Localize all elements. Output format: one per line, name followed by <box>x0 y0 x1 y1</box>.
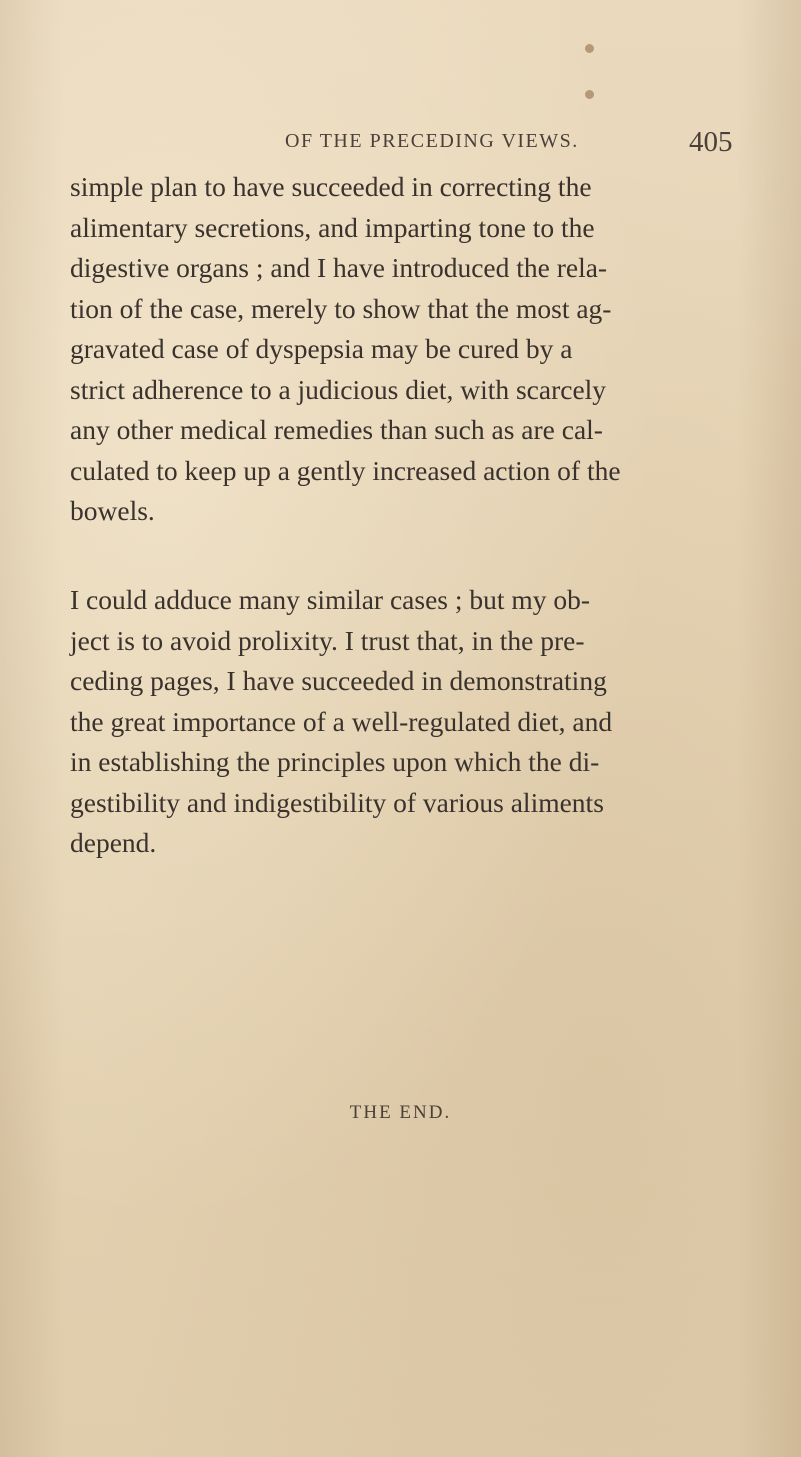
text-line: digestive organs ; and I have introduced the rela- <box>70 252 608 283</box>
end-mark: THE END. <box>349 1102 452 1123</box>
ink-spot <box>585 44 594 53</box>
page-number: 405 <box>689 126 733 158</box>
paragraph <box>70 167 770 532</box>
text-line: in establishing the principles upon which the di- <box>70 746 600 777</box>
text-line: strict adherence to a judicious diet, with scarcely <box>70 373 607 405</box>
text-line: tion of the case, merely to show that the most ag- <box>70 292 612 324</box>
text-line: gestibility and indigestibility of various aliments <box>70 786 604 818</box>
text-line: gravated case of dyspepsia may be cured by a <box>70 333 573 364</box>
text-line: the great importance of a well-regulated diet, and <box>70 705 613 737</box>
text-line: culated to keep up a gently increased action of the <box>70 454 621 486</box>
ink-spot <box>585 90 594 99</box>
page-header <box>0 126 801 170</box>
text-line: alimentary secretions, and imparting tone to the <box>70 211 595 243</box>
text-line: any other medical remedies than such as are cal- <box>70 414 603 445</box>
text-line: simple plan to have succeeded in correcting the <box>70 171 592 202</box>
text-line: ceding pages, I have succeeded in demonstrating <box>70 665 607 696</box>
text-line: ject is to avoid prolixity. I trust that, in the pre- <box>70 624 585 656</box>
text-line: depend. <box>70 827 157 858</box>
text-line: bowels. <box>70 495 155 526</box>
paragraph <box>70 580 770 864</box>
running-head: OF THE PRECEDING VIEWS. <box>285 130 579 152</box>
text-line: I could adduce many similar cases ; but my ob- <box>70 584 591 615</box>
